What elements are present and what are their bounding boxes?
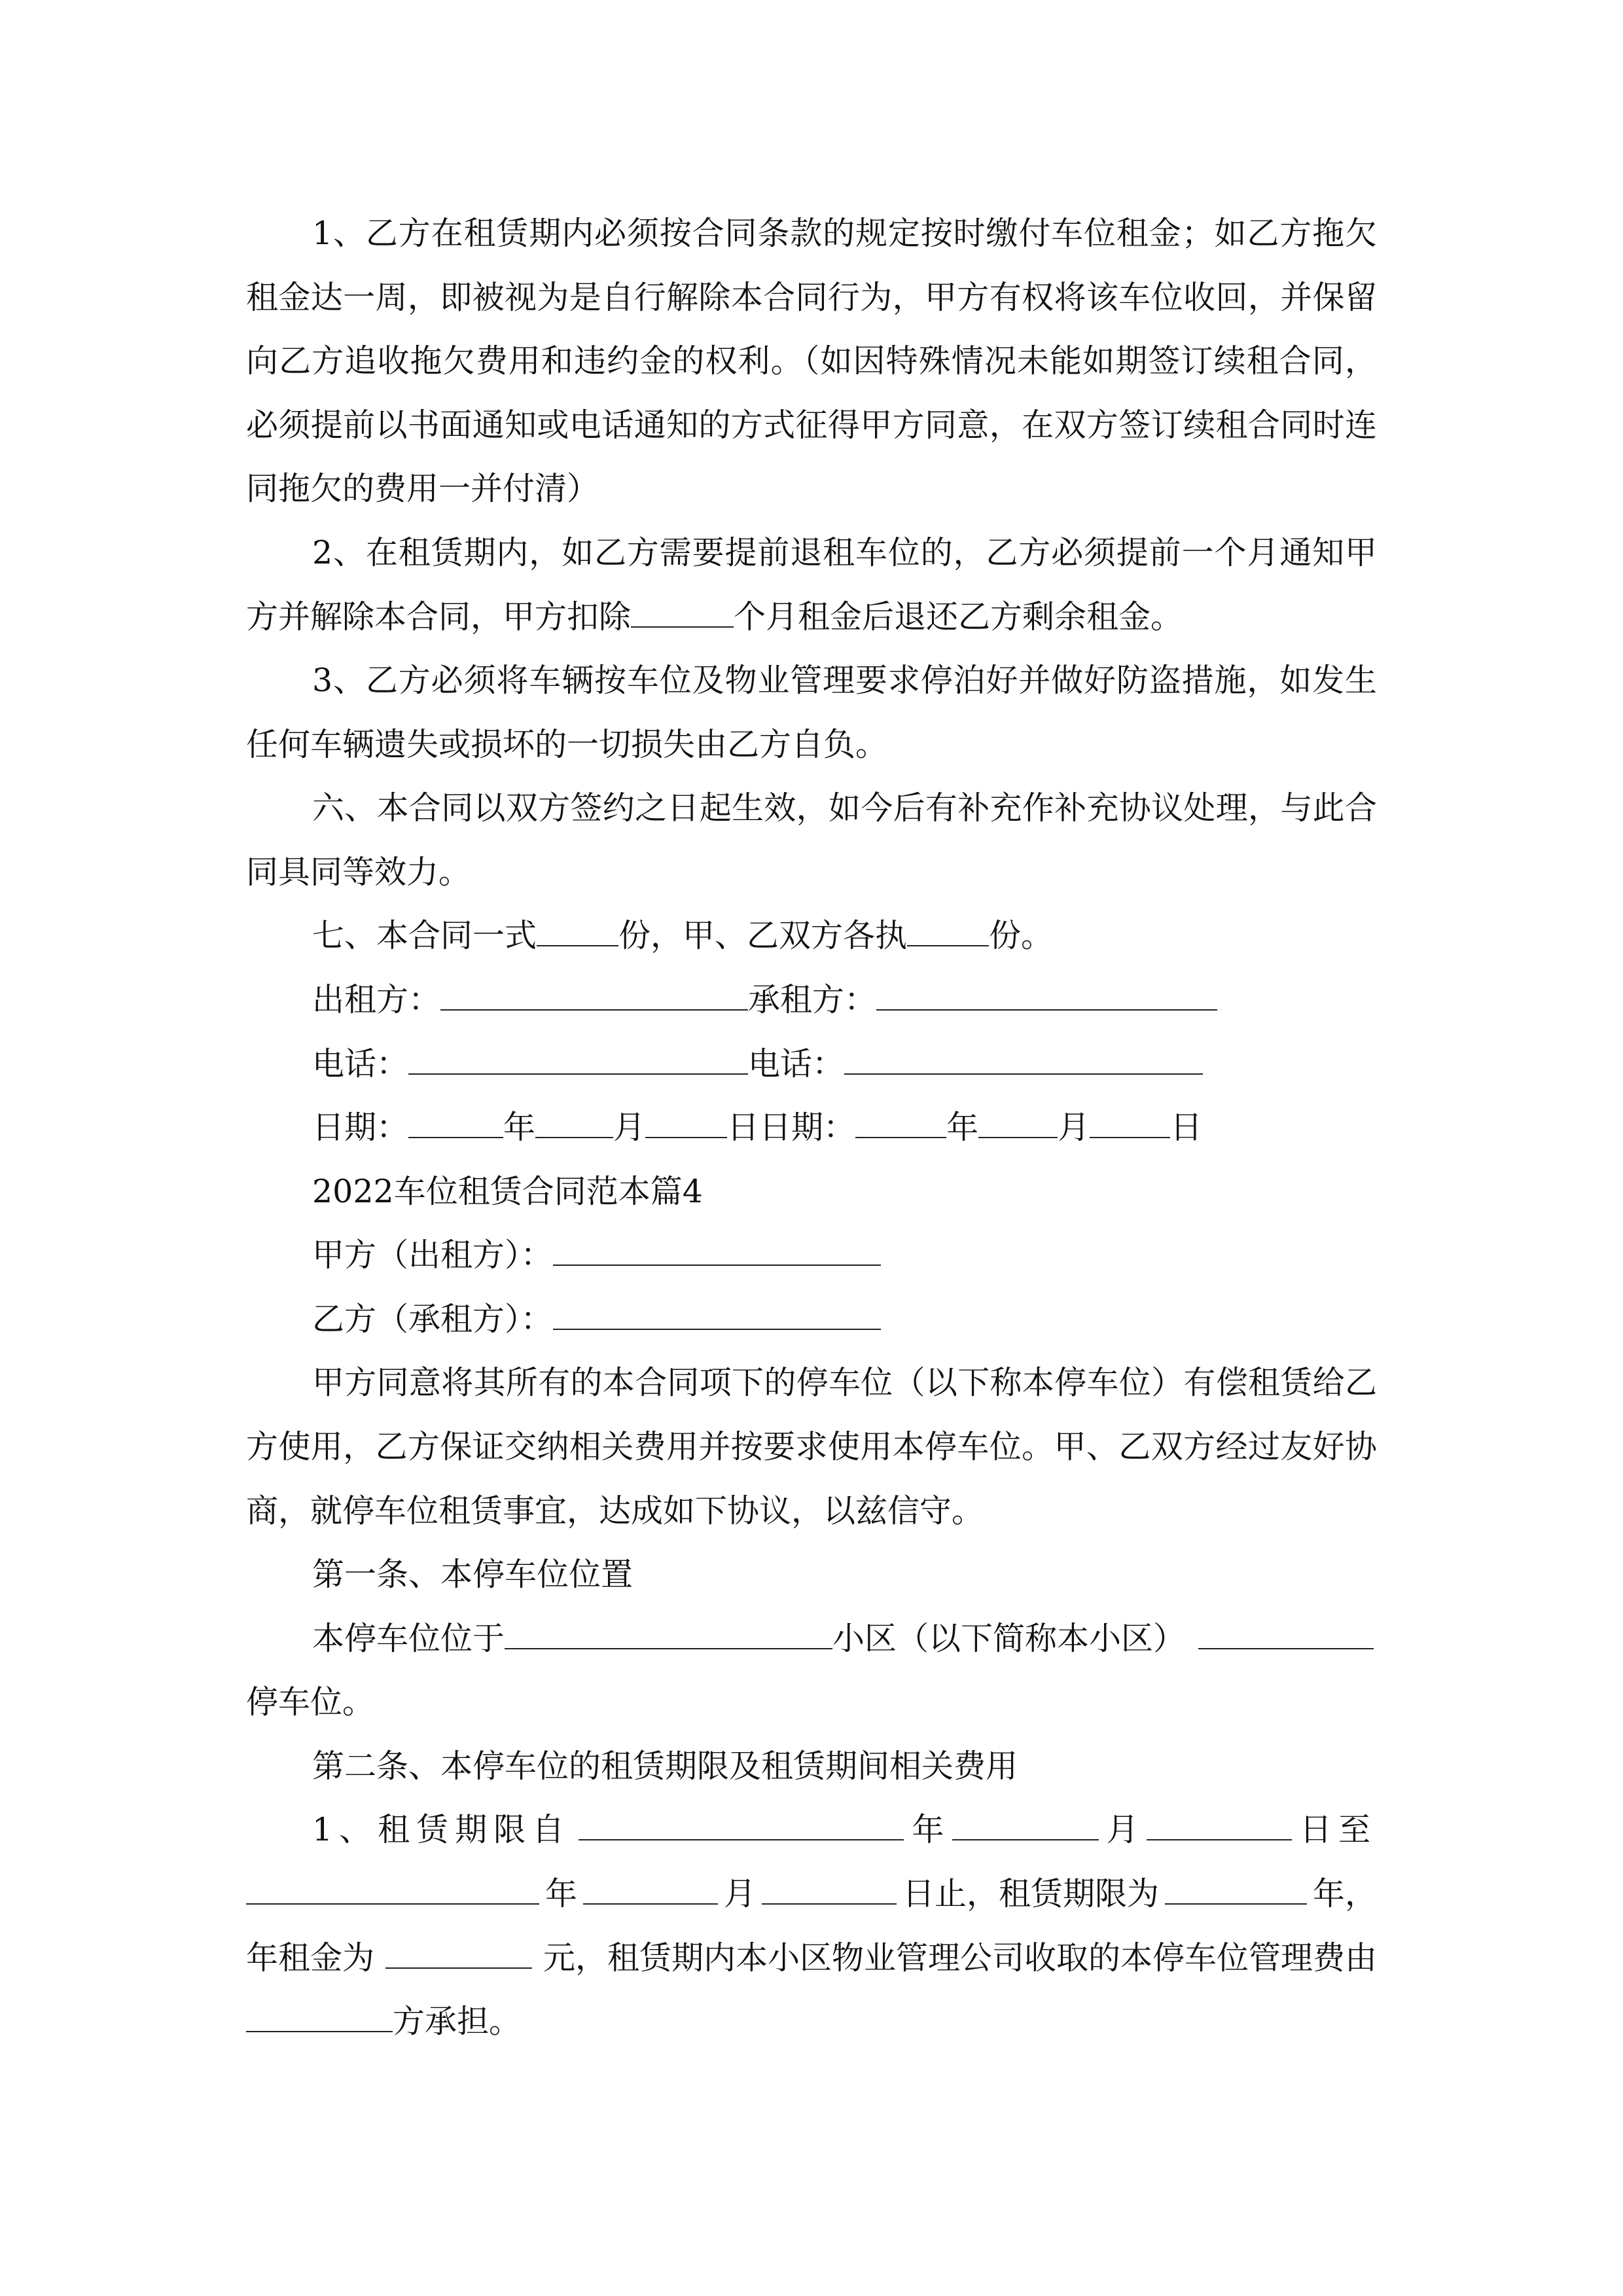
paragraph-line [312,916,1377,956]
paragraph-line [246,2002,1377,2041]
year-blank[interactable] [855,1111,946,1138]
text: 甲方（出租方）： [312,1236,553,1274]
month-blank[interactable] [535,1111,613,1138]
party-a-blank[interactable] [553,1238,881,1266]
text: 年 [946,1109,979,1146]
paragraph-line [312,1810,1377,1850]
lessor-label: 出租方： [312,981,441,1018]
paragraph-line [246,1874,1377,1914]
copies-blank[interactable] [537,919,618,946]
text: 年 [503,1109,536,1146]
text: 2、在租赁期内，如乙方需要提前退租车位的，乙方必须提前一个月通知甲 [312,534,1377,571]
party-a-line [312,1236,1377,1275]
paragraph-line [246,1939,1377,1978]
text: 同拖欠的费用一并付清） [246,470,599,507]
phone-line [312,1045,1377,1084]
day-blank[interactable] [645,1111,727,1138]
term-years-blank[interactable] [1165,1877,1307,1905]
text: 小区（以下简称本小区） [832,1620,1186,1657]
paragraph-line [246,598,1377,637]
text: 方使用，乙方保证交纳相关费用并按要求使用本停车位。甲、乙双方经过友好协 [246,1428,1377,1465]
lessee-blank[interactable] [876,983,1217,1011]
section-title [312,1172,1377,1211]
lessee-label: 承租方： [748,981,877,1018]
date-label: 日期： [312,1109,409,1146]
month-blank[interactable] [978,1111,1058,1138]
blank-field[interactable] [631,600,734,628]
paragraph-line [246,853,1377,892]
article-heading [312,1747,1377,1786]
text: 同具同等效力。 [246,853,471,891]
start-day-blank[interactable] [1147,1813,1292,1840]
text: 年 [544,1875,577,1912]
text: 个月租金后退还乙方剩余租金。 [734,598,1183,636]
article-heading [312,1555,1377,1594]
text: 月 [613,1109,646,1146]
text: 份。 [989,917,1054,954]
text: 日 [1170,1109,1203,1146]
text: 停车位。 [246,1683,375,1721]
paragraph-line [312,214,1377,253]
text: 1、租赁期限自 [312,1811,571,1848]
party-b-line [312,1300,1377,1339]
text: 七、本合同一式 [312,917,537,954]
start-year-blank[interactable] [579,1813,904,1840]
text: 第一条、本停车位位置 [312,1556,633,1593]
fee-party-blank[interactable] [246,2005,393,2032]
paragraph-line [312,789,1377,828]
lessor-blank[interactable] [440,983,748,1011]
text: 月 [1106,1811,1139,1848]
text: 必须提前以书面通知或电话通知的方式征得甲方同意，在双方签订续租合同时连 [246,406,1377,444]
phone-label: 电话： [312,1045,409,1083]
paragraph-line [246,469,1377,509]
text: 任何车辆遗失或损坏的一切损失由乙方自负。 [246,726,888,763]
phone-label: 电话： [748,1045,845,1083]
signature-line [312,980,1377,1020]
text: 1、乙方在租赁期内必须按合同条款的规定按时缴付车位租金；如乙方拖欠 [312,215,1377,252]
text: 本停车位位于 [312,1620,505,1657]
paragraph-line [246,278,1377,317]
lessee-phone-blank[interactable] [844,1047,1203,1075]
end-month-blank[interactable] [583,1877,718,1905]
end-day-blank[interactable] [762,1877,897,1905]
paragraph-line [312,1619,1377,1659]
paragraph-line [246,1683,1377,1722]
paragraph-line [312,533,1377,573]
text: 第二条、本停车位的租赁期限及租赁期间相关费用 [312,1748,1018,1785]
text: 年 [912,1811,944,1848]
text: 甲方同意将其所有的本合同项下的停车位（以下称本停车位）有偿租赁给乙 [312,1364,1377,1401]
paragraph-line [246,725,1377,764]
paragraph-line [246,406,1377,445]
text: 年， [1312,1875,1377,1912]
text: 日日期： [727,1109,856,1146]
paragraph-line [246,1492,1377,1531]
text: 月 [723,1875,756,1912]
parking-blank[interactable] [1198,1622,1374,1649]
annual-rent-blank[interactable] [385,1941,532,1969]
text: 3、乙方必须将车辆按车位及物业管理要求停泊好并做好防盗措施，如发生 [312,662,1377,699]
text: 元，租赁期内本小区物业管理公司收取的本停车位管理费由 [543,1939,1377,1977]
text: 方承担。 [393,2003,522,2040]
paragraph-line [312,661,1377,700]
year-blank[interactable] [408,1111,503,1138]
text: 六、本合同以双方签约之日起生效，如今后有补充作补充协议处理，与此合 [312,789,1377,827]
start-month-blank[interactable] [952,1813,1099,1840]
text: 2022车位租赁合同范本篇4 [312,1173,703,1210]
copies-each-blank[interactable] [907,919,989,946]
day-blank[interactable] [1090,1111,1170,1138]
text: 日至 [1299,1811,1377,1848]
party-b-blank[interactable] [553,1302,881,1330]
paragraph-line [246,1427,1377,1467]
text: 日止，租赁期限为 [902,1875,1159,1912]
text: 商，就停车位租赁事宜，达成如下协议，以兹信守。 [246,1492,984,1530]
text: 方并解除本合同，甲方扣除 [246,598,632,636]
text: 租金达一周，即被视为是自行解除本合同行为，甲方有权将该车位收回，并保留 [246,279,1377,316]
text: 年租金为 [246,1939,375,1977]
text: 份，甲、乙双方各执 [618,917,908,954]
text: 月 [1058,1109,1090,1146]
paragraph-line [246,342,1377,381]
paragraph-line [312,1363,1377,1403]
date-line [312,1108,1377,1147]
text: 向乙方追收拖欠费用和违约金的权利。（如因特殊情况未能如期签订续租合同， [246,342,1377,380]
lessor-phone-blank[interactable] [408,1047,748,1075]
end-year-blank[interactable] [246,1877,539,1905]
location-blank[interactable] [505,1622,832,1649]
text: 乙方（承租方）： [312,1300,553,1338]
